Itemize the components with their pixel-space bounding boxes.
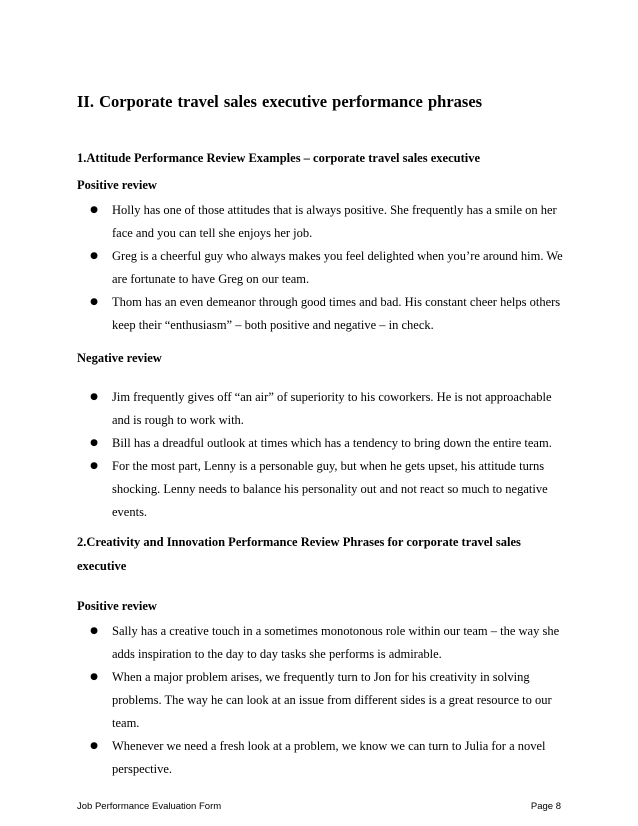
bullet-icon: ● — [90, 741, 98, 751]
list-item — [88, 245, 568, 291]
bullet-icon: ● — [90, 297, 98, 307]
list-item-text: Jim frequently gives off “an air” of superiority to his coworkers. He is not approachable and is rough to work with. — [112, 390, 552, 427]
list-item — [88, 386, 568, 432]
list-item-text: Whenever we need a fresh look at a problem, we know we can turn to Julia for a novel perspective. — [112, 739, 546, 776]
bullet-icon: ● — [90, 205, 98, 215]
list-item — [88, 291, 568, 337]
list-item-text: When a major problem arises, we frequently turn to Jon for his creativity in solving problems. The way he can look at an issue from different sides is a great resource to our team. — [112, 670, 552, 730]
list-item — [88, 620, 568, 666]
section-1-title: 1.Attitude Performance Review Examples – corporate travel sales executive — [77, 151, 480, 165]
bullet-icon: ● — [90, 672, 98, 682]
section-1-negative-label: Negative review — [77, 351, 162, 365]
bullet-icon: ● — [90, 392, 98, 402]
bullet-icon: ● — [90, 461, 98, 471]
footer-form-title: Job Performance Evaluation Form — [77, 801, 222, 812]
list-item-text: Holly has one of those attitudes that is always positive. She frequently has a smile on her face and you can tell she enjoys her job. — [112, 203, 557, 240]
list-item-text: Thom has an even demeanor through good times and bad. His constant cheer helps others keep their “enthusiasm” – both positive and negative – in check. — [112, 295, 561, 332]
list-item — [88, 666, 568, 735]
section-2-title: 2.Creativity and Innovation Performance Review Phrases for corporate travel sales executive — [77, 535, 521, 573]
bullet-icon: ● — [90, 626, 98, 636]
list-item — [88, 735, 568, 781]
list-item — [88, 199, 568, 245]
list-item-text: Sally has a creative touch in a sometimes monotonous role within our team – the way she adds inspiration to the day to day tasks she performs is admirable. — [112, 624, 560, 661]
list-item — [88, 432, 568, 455]
list-item-text: Bill has a dreadful outlook at times which has a tendency to bring down the entire team. — [112, 436, 552, 450]
bullet-icon: ● — [90, 251, 98, 261]
bullet-icon: ● — [90, 438, 98, 448]
list-item-text: Greg is a cheerful guy who always makes you feel delighted when you’re around him. We are fortunate to have Greg on our team. — [112, 249, 563, 286]
footer-page-number: Page 8 — [530, 801, 561, 812]
list-item — [88, 455, 568, 524]
section-2-positive-label: Positive review — [77, 599, 157, 613]
section-1-positive-label: Positive review — [77, 178, 157, 192]
list-item-text: For the most part, Lenny is a personable guy, but when he gets upset, his attitude turns shocking. Lenny needs to balance his personality out and not react so much to negative events. — [112, 459, 548, 519]
page-heading: II. Corporate travel sales executive performance phrases — [77, 92, 483, 111]
